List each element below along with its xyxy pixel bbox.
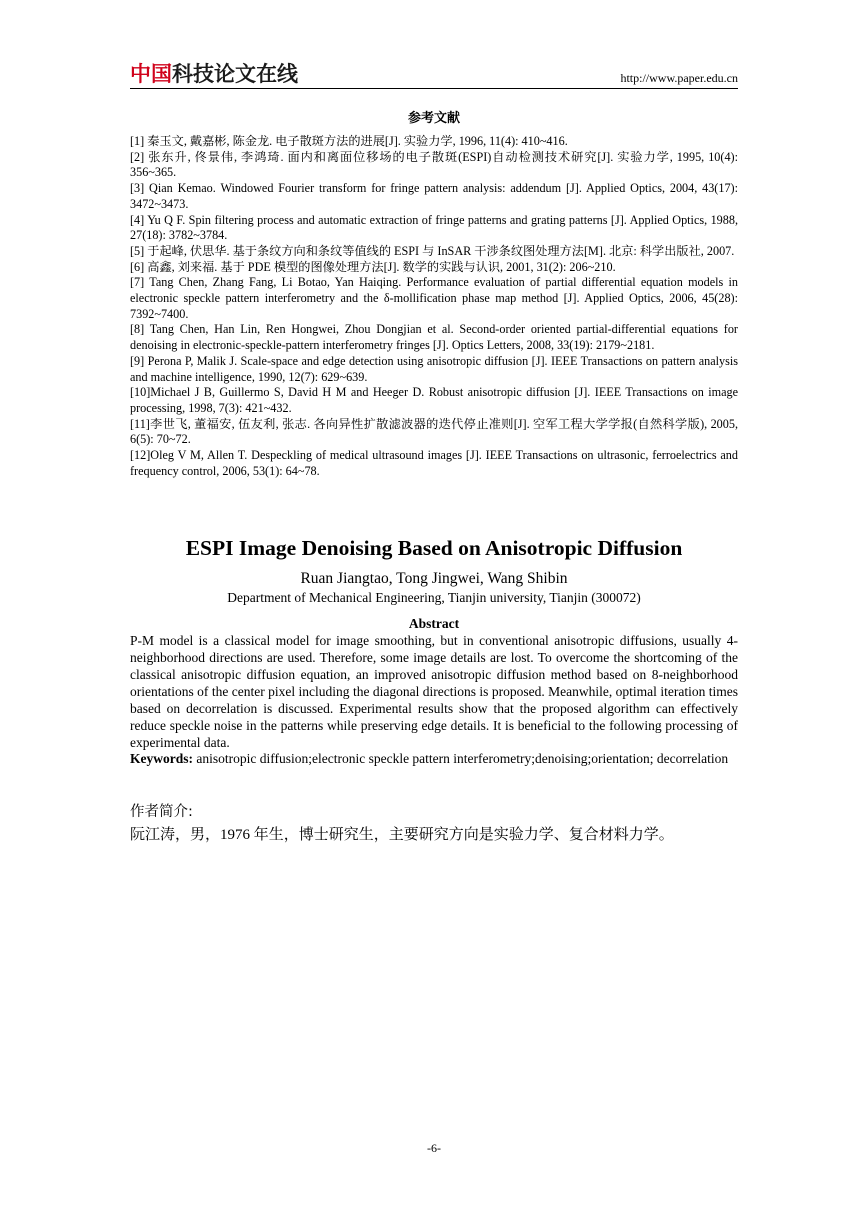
abstract-heading: Abstract <box>408 616 460 631</box>
reference-item: [6] 高鑫, 刘来福. 基于 PDE 模型的图像处理方法[J]. 数学的实践与认识, 2001, 31(2): 206~210. <box>130 259 616 274</box>
page-number: -6- <box>427 1141 441 1155</box>
reference-list <box>130 134 738 479</box>
references-heading: 参考文献 <box>407 111 460 126</box>
logo-black-text: 科技论文在线 <box>172 62 298 86</box>
site-url[interactable]: http://www.paper.edu.cn <box>620 71 738 85</box>
keywords-label: Keywords: <box>130 751 193 766</box>
reference-item: [9] Perona P, Malik J. Scale-space and edge detection using anisotropic diffusion [J]. IEEE Transactions on pattern analysis and machine intelligence, 1990, 12(7): 629~639. <box>130 353 738 384</box>
reference-item: [10]Michael J B, Guillermo S, David H M and Heeger D. Robust anisotropic diffusion [J]. IEEE Transactions on image processing, 1998, 7(3): 421~432. <box>130 385 738 415</box>
author-bio-text: 阮江涛，男，1976 年生，博士研究生，主要研究方向是实验力学、复合材料力学。 <box>130 827 674 843</box>
keywords <box>130 751 738 768</box>
reference-item: [2] 张东升, 佟景伟, 李鸿琦. 面内和离面位移场的电子散斑(ESPI)自动检测技术研究[J]. 实验力学, 1995, 10(4): 356~365. <box>130 149 738 180</box>
reference-item: [7] Tang Chen, Zhang Fang, Li Botao, Yan Haiqing. Performance evaluation of partial differential equation models in electronic speckle pattern interferometry and the δ-mollification phase map method [J]. Applied Optics, 2006, 45(28): 7392~7400. <box>130 275 738 321</box>
english-authors: Ruan Jiangtao, Tong Jingwei, Wang Shibin <box>300 570 568 587</box>
reference-item: [8] Tang Chen, Han Lin, Ren Hongwei, Zhou Dongjian et al. Second-order oriented partial-differential equations for denoising in electronic-speckle-pattern interferometry fringes [J]. Optics Letters, 2008, 33(19): 2179~2181. <box>130 322 738 353</box>
english-paper-title: ESPI Image Denoising Based on Anisotropic Diffusion <box>185 536 683 560</box>
page-header <box>130 62 738 89</box>
reference-item: [1] 秦玉文, 戴嘉彬, 陈金龙. 电子散斑方法的进展[J]. 实验力学, 1996, 11(4): 410~416. <box>130 134 568 148</box>
abstract-text: P-M model is a classical model for image smoothing, but in conventional anisotropic diffusions, usually 4-neighborhood directions are used. Therefore, some image details are lost. To overcome the shortcoming of the classical anisotropic diffusion equation, an improved anisotropic diffusion method based on 8-neighborhood orientations of the center pixel including the diagonal directions is proposed. Meanwhile, optimal iteration times based on decorrelation is discussed. Experimental results show that the proposed algorithm can effectively reduce speckle noise in the patterns while preserving edge details. It is beneficial to the following processing of experimental data. <box>130 633 738 750</box>
reference-item: [11]李世飞, 董福安, 伍友利, 张志. 各向异性扩散滤波器的迭代停止准则[J]. 空军工程大学学报(自然科学版), 2005, 6(5): 70~72. <box>130 416 738 447</box>
logo-red-text: 中国 <box>130 62 172 86</box>
reference-item: [12]Oleg V M, Allen T. Despeckling of medical ultrasound images [J]. IEEE Transactions on ultrasonic, ferroelectrics and frequency control, 2006, 53(1): 64~78. <box>130 448 738 478</box>
keywords-text: anisotropic diffusion;electronic speckle pattern interferometry;denoising;orientation; decorrelation <box>193 751 729 766</box>
reference-item: [3] Qian Kemao. Windowed Fourier transform for fringe pattern analysis: addendum [J]. Applied Optics, 2004, 43(17): 3472~3473. <box>130 181 738 211</box>
english-affiliation: Department of Mechanical Engineering, Tianjin university, Tianjin (300072) <box>227 590 641 605</box>
site-logo <box>130 62 298 86</box>
author-bio-heading: 作者简介: <box>130 804 193 820</box>
reference-item: [5] 于起峰, 伏思华. 基于条纹方向和条纹等值线的 ESPI 与 InSAR 干涉条纹图处理方法[M]. 北京: 科学出版社, 2007. <box>130 243 735 258</box>
reference-item: [4] Yu Q F. Spin filtering process and automatic extraction of fringe patterns and grating patterns [J]. Applied Optics, 1988, 27(18): 3782~3784. <box>130 212 738 243</box>
